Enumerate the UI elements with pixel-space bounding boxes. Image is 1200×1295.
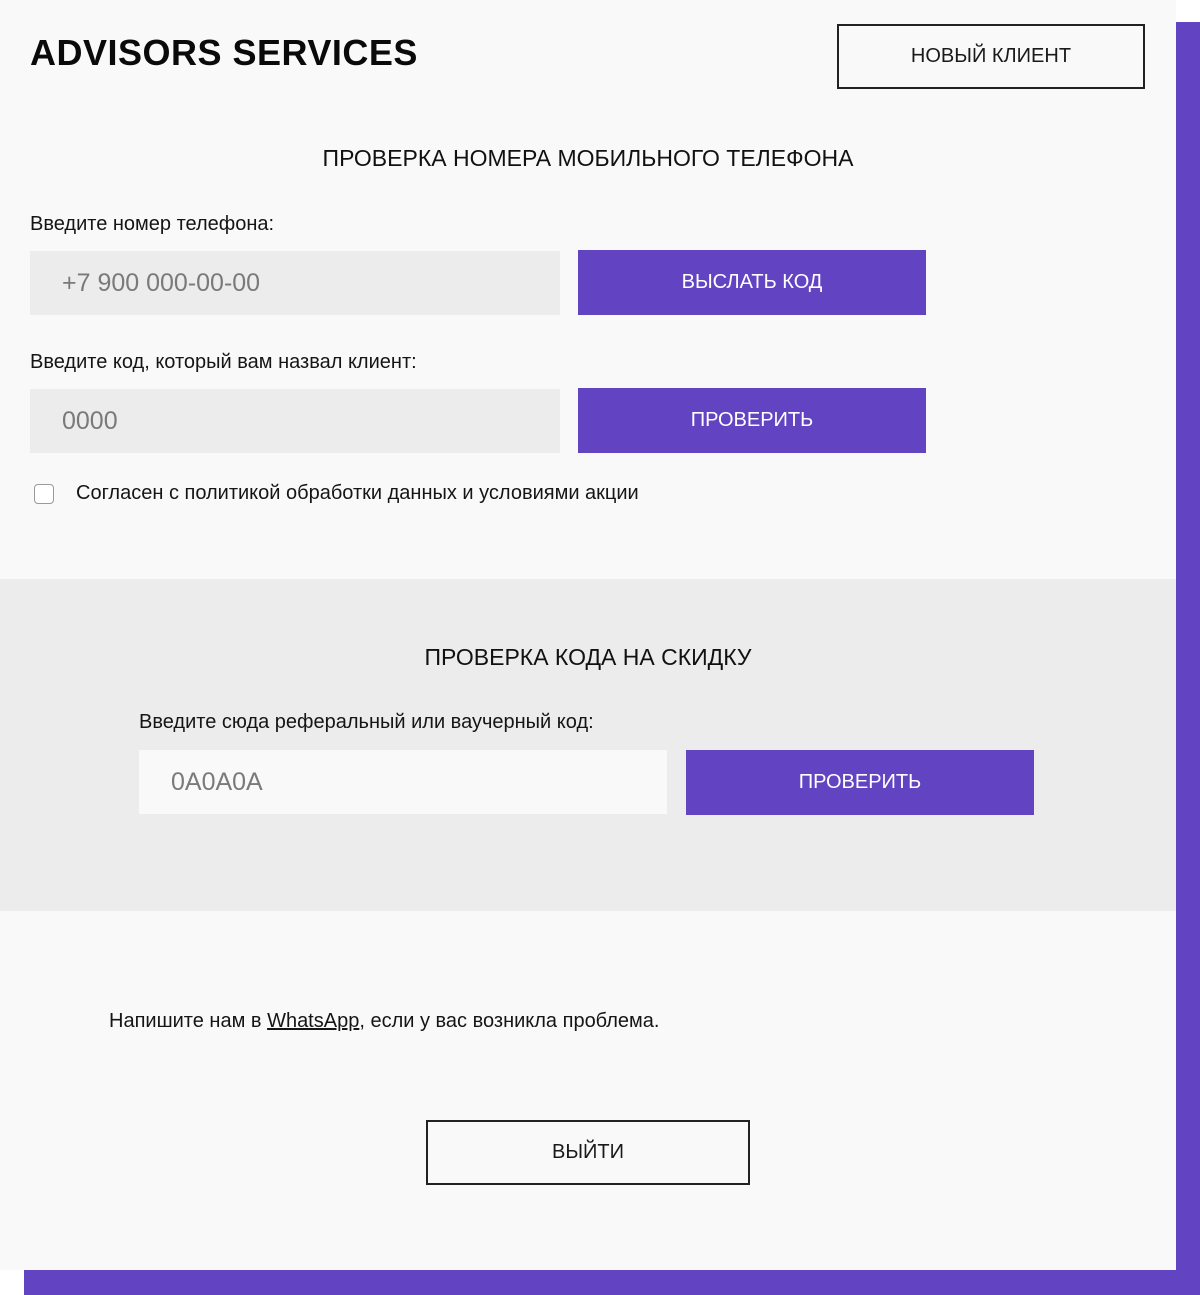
verify-code-button[interactable]: ПРОВЕРИТЬ — [578, 388, 926, 453]
consent-label: Согласен с политикой обработки данных и условиями акции — [76, 482, 639, 504]
new-client-button[interactable]: НОВЫЙ КЛИЕНТ — [837, 24, 1145, 89]
discount-section — [0, 579, 1176, 911]
send-code-button[interactable]: ВЫСЛАТЬ КОД — [578, 250, 926, 315]
help-prefix: Напишите нам в — [109, 1010, 268, 1032]
voucher-field-label: Введите сюда реферальный или ваучерный код: — [139, 711, 594, 733]
help-suffix: , если у вас возникла проблема. — [359, 1010, 660, 1032]
verify-voucher-button[interactable]: ПРОВЕРИТЬ — [686, 750, 1034, 815]
logout-button[interactable]: ВЫЙТИ — [426, 1120, 750, 1185]
consent-row — [34, 482, 639, 505]
voucher-input[interactable] — [139, 750, 667, 814]
decorative-shadow-right — [1176, 22, 1200, 1295]
discount-check-title: ПРОВЕРКА КОДА НА СКИДКУ — [424, 644, 752, 670]
code-field-label: Введите код, который вам назвал клиент: — [30, 351, 417, 373]
phone-field-label: Введите номер телефона: — [30, 213, 275, 235]
phone-input[interactable] — [30, 251, 560, 315]
code-input[interactable] — [30, 389, 560, 453]
whatsapp-link[interactable]: WhatsApp — [267, 1010, 360, 1032]
consent-checkbox[interactable] — [34, 484, 54, 504]
decorative-shadow-bottom — [24, 1270, 1200, 1295]
help-text — [109, 1010, 659, 1033]
brand-title: ADVISORS SERVICES — [30, 32, 418, 73]
phone-check-title: ПРОВЕРКА НОМЕРА МОБИЛЬНОГО ТЕЛЕФОНА — [322, 145, 854, 171]
